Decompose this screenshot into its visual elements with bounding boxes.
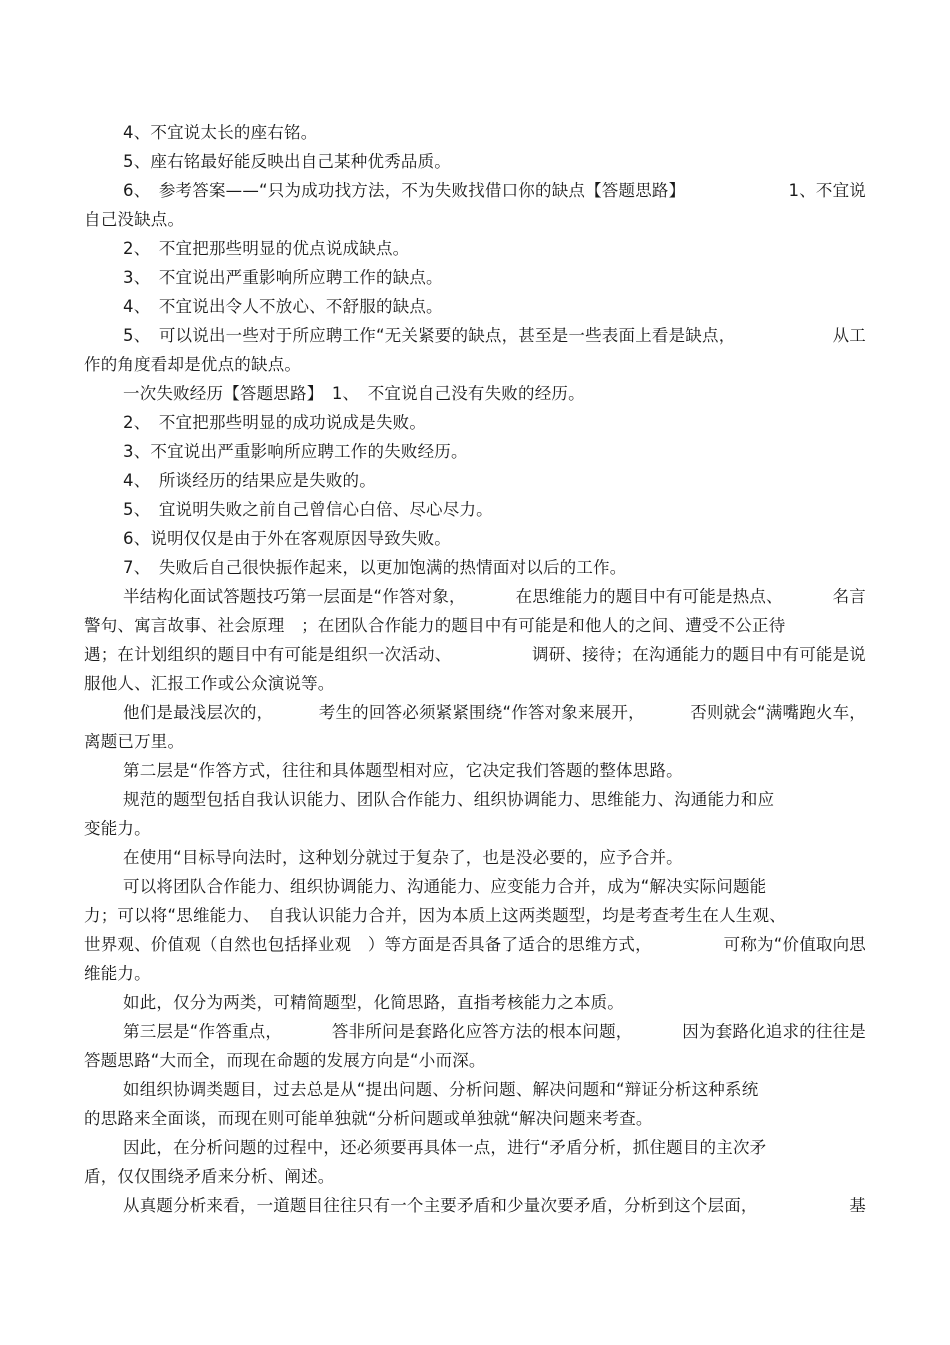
- line-segment: 第三层是“作答重点，: [123, 1022, 283, 1041]
- paragraph-line: [84, 321, 866, 350]
- paragraph-line: 2、 不宜把那些明显的成功说成是失败。: [123, 413, 427, 432]
- paragraph-line: 的思路来全面谈，而现在则可能单独就“分析问题或单独就“解决问题来考查。: [84, 1109, 653, 1128]
- paragraph-line: 变能力。: [84, 819, 151, 838]
- line-segment: 从真题分析来看，一道题目往往只有一个主要矛盾和少量次要矛盾，分析到这个层面，: [123, 1196, 758, 1215]
- paragraph-line: [84, 698, 866, 727]
- paragraph-line: 自己没缺点。: [84, 210, 185, 229]
- paragraph-line: 在使用“目标导向法时，这种划分就过于复杂了，也是没必要的，应予合并。: [123, 848, 683, 867]
- paragraph-line: 盾，仅仅围绕矛盾来分析、阐述。: [84, 1167, 335, 1186]
- paragraph-line: 离题已万里。: [84, 732, 185, 751]
- paragraph-line: 4、不宜说太长的座右铭。: [123, 123, 318, 142]
- paragraph-line: 4、 所谈经历的结果应是失败的。: [123, 471, 376, 490]
- line-segment: 从工: [832, 326, 866, 345]
- paragraph-line: 如此，仅分为两类，可精简题型，化简思路，直指考核能力之本质。: [123, 993, 624, 1012]
- document-body: [84, 118, 866, 1220]
- paragraph-line: 3、不宜说出严重影响所应聘工作的失败经历。: [123, 442, 468, 461]
- line-segment: 他们是最浅层次的，: [123, 703, 274, 722]
- paragraph-line: 力；可以将“思维能力、 自我认识能力合并，因为本质上这两类题型，均是考查考生在人生观、: [84, 906, 786, 925]
- paragraph-line: [84, 930, 866, 959]
- paragraph-line: 6、说明仅仅是由于外在客观原因导致失败。: [123, 529, 451, 548]
- line-segment: 5、 可以说出一些对于所应聘工作“无关紧要的缺点，甚至是一些表面上看是缺点，: [123, 326, 736, 345]
- line-segment: 遇；在计划组织的题目中有可能是组织一次活动、: [84, 645, 452, 664]
- paragraph-line: 维能力。: [84, 964, 151, 983]
- paragraph-line: 一次失败经历【答题思路】 1、 不宜说自己没有失败的经历。: [123, 384, 585, 403]
- paragraph-line: 4、 不宜说出令人不放心、不舒服的缺点。: [123, 297, 443, 316]
- line-segment: 否则就会“满嘴跑火车，: [690, 703, 866, 722]
- paragraph-line: 可以将团队合作能力、组织协调能力、沟通能力、应变能力合并，成为“解决实际问题能: [123, 877, 767, 896]
- line-segment: 半结构化面试答题技巧第一层面是“作答对象，: [123, 587, 466, 606]
- paragraph-line: 作的角度看却是优点的缺点。: [84, 355, 302, 374]
- paragraph-line: [84, 1017, 866, 1046]
- paragraph-line: 5、 宜说明失败之前自己曾信心白倍、尽心尽力。: [123, 500, 493, 519]
- paragraph-line: [84, 640, 866, 669]
- line-segment: 考生的回答必须紧紧围绕“作答对象来展开，: [318, 703, 645, 722]
- line-segment: 基: [849, 1196, 866, 1215]
- line-segment: 调研、接待；在沟通能力的题目中有可能是说: [532, 645, 866, 664]
- paragraph-line: 2、 不宜把那些明显的优点说成缺点。: [123, 239, 410, 258]
- line-segment: 在思维能力的题目中有可能是热点、: [515, 587, 783, 606]
- paragraph-line: [84, 176, 866, 205]
- paragraph-line: 7、 失败后自己很快振作起来，以更加饱满的热情面对以后的工作。: [123, 558, 627, 577]
- paragraph-line: 警句、寓言故事、社会原理 ；在团队合作能力的题目中有可能是和他人的之间、遭受不公正待: [84, 616, 786, 635]
- paragraph-line: 3、 不宜说出严重影响所应聘工作的缺点。: [123, 268, 443, 287]
- paragraph-line: 如组织协调类题目，过去总是从“提出问题、分析问题、解决问题和“辩证分析这种系统: [123, 1080, 759, 1099]
- paragraph-line: 5、座右铭最好能反映出自己某种优秀品质。: [123, 152, 451, 171]
- paragraph-line: 第二层是“作答方式，往往和具体题型相对应，它决定我们答题的整体思路。: [123, 761, 683, 780]
- paragraph-line: 服他人、汇报工作或公众演说等。: [84, 674, 335, 693]
- paragraph-line: 规范的题型包括自我认识能力、团队合作能力、组织协调能力、思维能力、沟通能力和应: [123, 790, 775, 809]
- line-segment: 答非所问是套路化应答方法的根本问题，: [331, 1022, 633, 1041]
- paragraph-line: [84, 1191, 866, 1220]
- line-segment: 可称为“价值取向思: [723, 935, 866, 954]
- line-segment: 6、 参考答案——“只为成功找方法，不为失败找借口你的缺点【答题思路】: [123, 181, 686, 200]
- line-segment: 1、不宜说: [788, 181, 866, 200]
- paragraph-line: 因此，在分析问题的过程中，还必须要再具体一点，进行“矛盾分析，抓住题目的主次矛: [123, 1138, 767, 1157]
- line-segment: 名言: [832, 587, 866, 606]
- paragraph-line: [84, 582, 866, 611]
- line-segment: 世界观、价值观（自然也包括择业观 ）等方面是否具备了适合的思维方式，: [84, 935, 652, 954]
- line-segment: 因为套路化追求的往往是: [682, 1022, 866, 1041]
- paragraph-line: 答题思路“大而全，而现在命题的发展方向是“小而深。: [84, 1051, 486, 1070]
